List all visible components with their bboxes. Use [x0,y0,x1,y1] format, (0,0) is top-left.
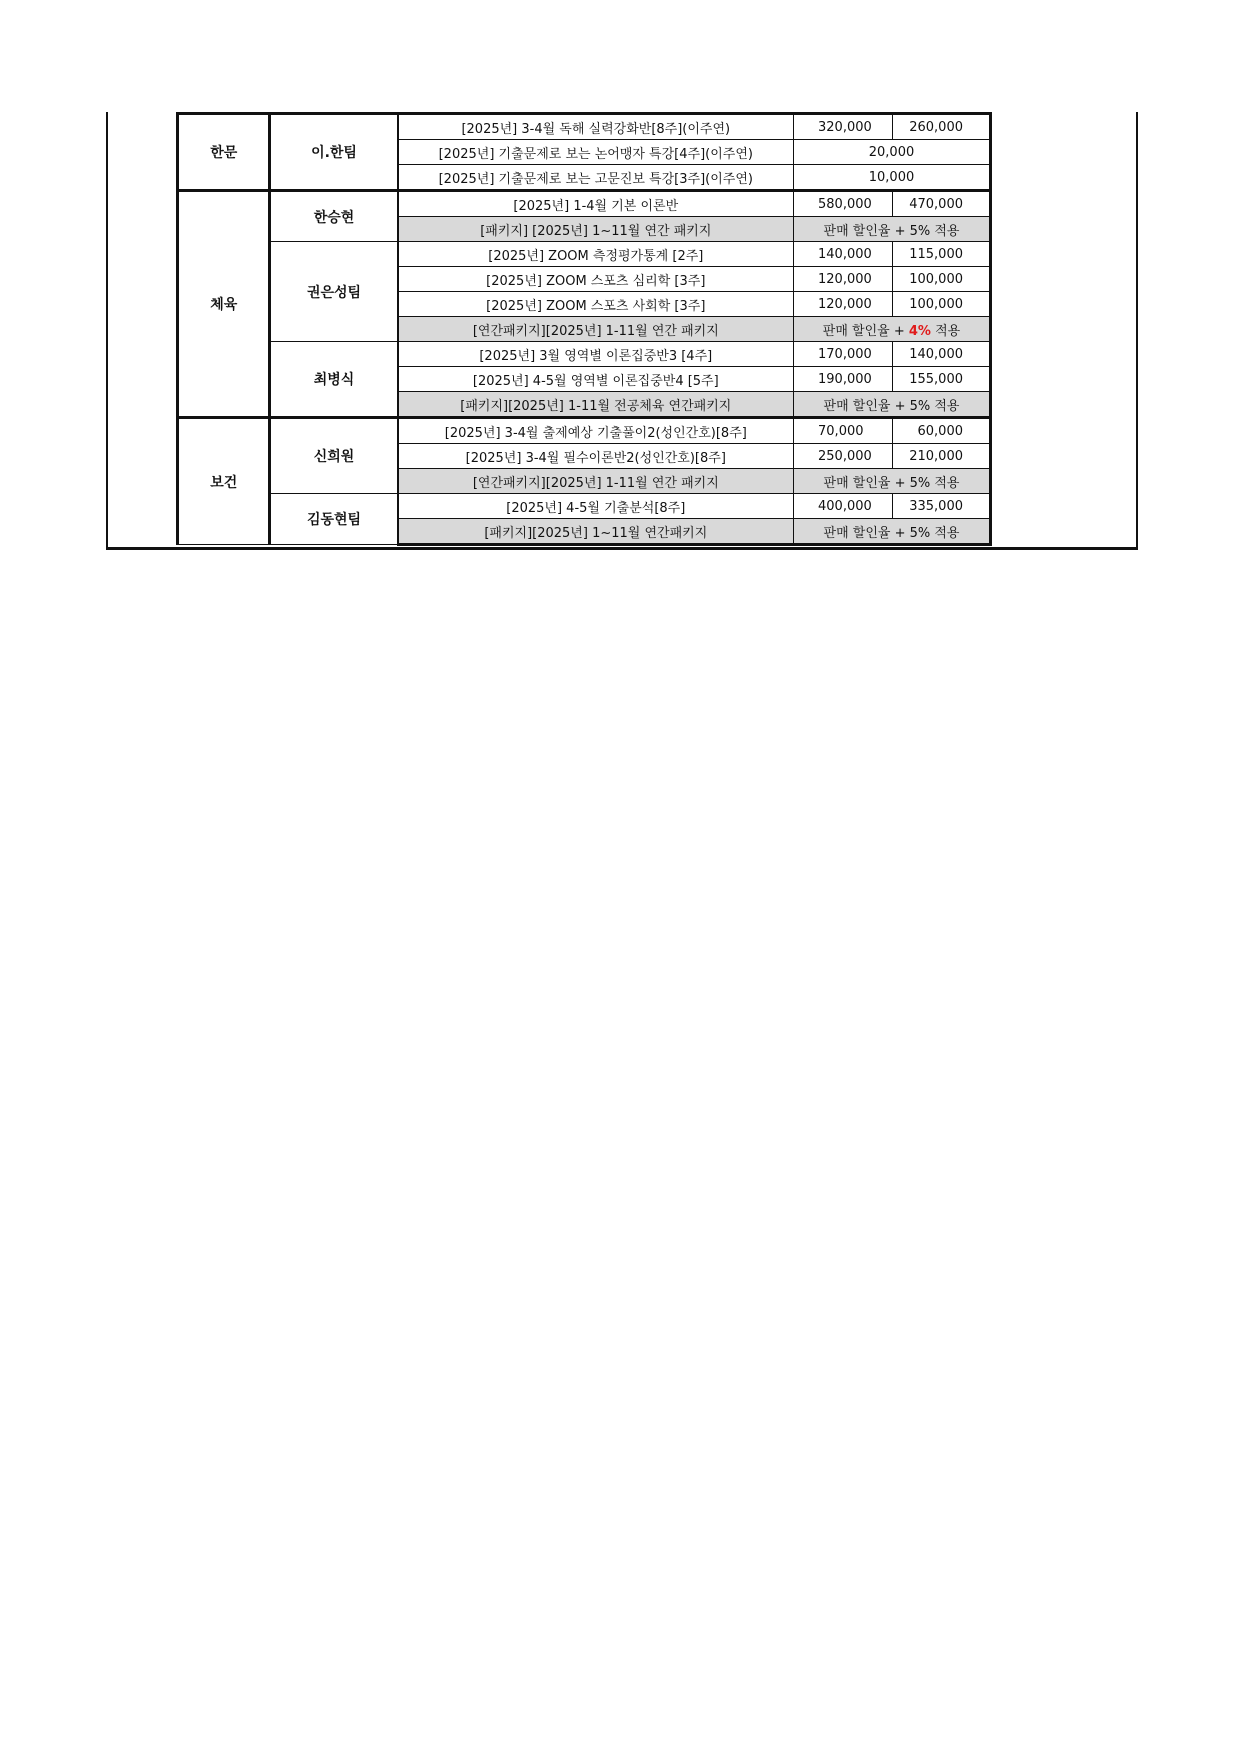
category-cell: 체육 [178,191,270,418]
regular-price: 120,000 [794,292,892,317]
sale-price: 60,000 [892,418,991,444]
teacher-cell: 권은성팀 [270,242,398,342]
regular-price: 120,000 [794,267,892,292]
discount-prefix: 판매 할인율 + [822,323,909,339]
course-name: [2025년] 3-4월 독해 실력강화반[8주](이주연) [398,114,794,140]
discount-note: 판매 할인율 + 5% 적용 [794,392,991,418]
discount-note: 판매 할인율 + 5% 적용 [794,469,991,494]
teacher-cell: 최병식 [270,342,398,418]
course-name: [2025년] 기출문제로 보는 논어맹자 특강[4주](이주연) [398,140,794,165]
discount-rate-highlight: 4% [908,323,931,339]
package-name: [연간패키지][2025년] 1-11월 연간 패키지 [398,469,794,494]
sale-price: 100,000 [892,267,991,292]
regular-price: 320,000 [794,114,892,140]
course-name: [2025년] 3-4월 필수이론반2(성인간호)[8주] [398,444,794,469]
discount-note [794,317,991,342]
sale-price: 335,000 [892,494,991,519]
regular-price: 170,000 [794,342,892,367]
teacher-cell: 신희원 [270,418,398,494]
package-name: [연간패키지][2025년] 1-11월 연간 패키지 [398,317,794,342]
course-name: [2025년] 4-5월 영역별 이론집중반4 [5주] [398,367,794,392]
table-row [178,242,991,267]
package-name: [패키지] [2025년] 1~11월 연간 패키지 [398,217,794,242]
course-name: [2025년] 3월 영역별 이론집중반3 [4주] [398,342,794,367]
course-name: [2025년] ZOOM 측정평가통계 [2주] [398,242,794,267]
table-row [178,494,991,519]
course-name: [2025년] 3-4월 출제예상 기출풀이2(성인간호)[8주] [398,418,794,444]
sale-price: 260,000 [892,114,991,140]
sale-price: 100,000 [892,292,991,317]
discount-suffix: 적용 [930,323,961,339]
sale-price: 140,000 [892,342,991,367]
regular-price: 400,000 [794,494,892,519]
table-row [178,342,991,367]
regular-price: 580,000 [794,191,892,217]
sale-price: 210,000 [892,444,991,469]
regular-price: 190,000 [794,367,892,392]
regular-price: 70,000 [794,418,892,444]
sale-price: 155,000 [892,367,991,392]
category-cell: 한문 [178,114,270,191]
course-name: [2025년] ZOOM 스포츠 사회학 [3주] [398,292,794,317]
discount-note: 판매 할인율 + 5% 적용 [794,217,991,242]
course-name: [2025년] ZOOM 스포츠 심리학 [3주] [398,267,794,292]
single-price: 20,000 [794,140,991,165]
course-name: [2025년] 4-5월 기출분석[8주] [398,494,794,519]
package-name: [패키지][2025년] 1~11월 연간패키지 [398,519,794,545]
sale-price: 115,000 [892,242,991,267]
teacher-cell: 김동현팀 [270,494,398,545]
regular-price: 140,000 [794,242,892,267]
course-price-table [176,112,992,546]
table-row [178,191,991,217]
single-price: 10,000 [794,165,991,191]
course-name: [2025년] 기출문제로 보는 고문진보 특강[3주](이주연) [398,165,794,191]
table-row [178,114,991,140]
category-cell: 보건 [178,418,270,545]
regular-price: 250,000 [794,444,892,469]
package-name: [패키지][2025년] 1-11월 전공체육 연간패키지 [398,392,794,418]
teacher-cell: 한승현 [270,191,398,242]
table-row [178,418,991,444]
teacher-cell: 이.한팀 [270,114,398,191]
discount-note: 판매 할인율 + 5% 적용 [794,519,991,545]
sale-price: 470,000 [892,191,991,217]
course-name: [2025년] 1-4월 기본 이론반 [398,191,794,217]
